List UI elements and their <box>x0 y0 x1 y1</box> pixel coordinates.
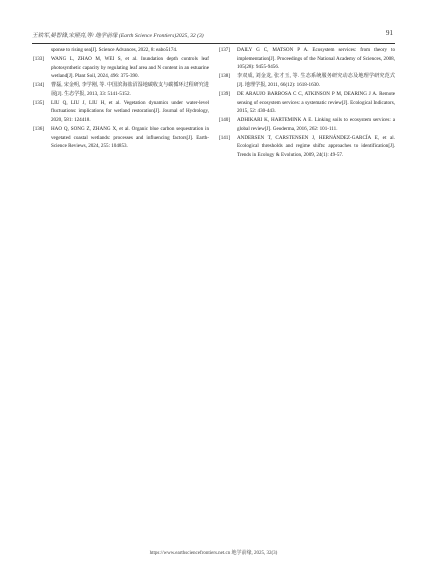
reference-item <box>33 125 209 151</box>
reference-item <box>33 55 209 81</box>
reference-item <box>33 99 209 125</box>
reference-text: 李双成, 刘金龙, 张才玉, 等. 生态系统服务研究动态及地理学研究范式[J]. 地理学报, 2011, 66(12): 1618-1630. <box>237 73 395 88</box>
reference-column-left <box>33 46 209 151</box>
reference-text: DAILY G C, MATSON P A. Ecosystem services: from theory to implementation[J]. Proceedings of the National Academy of Sciences, 2008, 105(28): 9455-9456. <box>237 47 395 71</box>
reference-label: [137] <box>219 47 231 53</box>
reference-text: DE ARAUJO BARBOSA C C, ATKINSON P M, DEARING J A. Remote sensing of ecosystem services: a systematic review[J]. Ecological Indicators, 2015, 52: 430-443. <box>237 90 395 115</box>
reference-label: [138] <box>219 73 231 80</box>
header-rule <box>32 43 395 44</box>
reference-item <box>219 134 395 160</box>
reference-item <box>219 72 395 89</box>
reference-text: LIU Q, LIU J, LIU H, et al. Vegetation dynamics under water-level fluctuations: implications for wetland restoration[J]. Journal of Hydrology, 2020, 581: 124418. <box>51 99 209 124</box>
reference-text: ADHIKARI K, HARTEMINK A E. Linking soils to ecosystem services: a global review[J]. Geoderma, 2016, 262: 101-111. <box>237 117 395 132</box>
reference-label: [135] <box>33 99 45 106</box>
reference-text: 曹磊, 宋金明, 李学刚, 等. 中国滨海盐沼湿地碳收支与碳循环过程研究进展[J]. 生态学报, 2013, 33: 5141-5152. <box>51 82 209 97</box>
reference-label: [140] <box>219 117 231 124</box>
page-header <box>32 28 395 42</box>
reference-label: [136] <box>33 126 45 133</box>
reference-text: ANDERSEN T, CARSTENSEN J, HERNÁNDEZ-GARCÍA E, et al. Ecological thresholds and regime shifts: approaches to identification[J]. Trends in Ecology & Evolution, 2009, 24(1): 49-57. <box>237 134 395 159</box>
reference-text: HAO Q, SONG Z, ZHANG X, et al. Organic blue carbon sequestration in vegetated coastal wetlands: processes and influencing factors[J]. Earth-Science Reviews, 2024, 255: 104853. <box>51 126 209 150</box>
reference-label: [134] <box>33 82 45 89</box>
reference-label: [133] <box>33 55 45 62</box>
reference-label: [141] <box>219 134 231 141</box>
running-head: 王铁军,晏智锋,宋照亮,等/ 地学前缘 (Earth Science Frontiers)2025, 32 (3) <box>32 33 204 39</box>
reference-item <box>219 116 395 133</box>
reference-item <box>33 81 209 98</box>
reference-text: WANG L, ZHAO M, WEI S, et al. Inundation depth controls leaf photosynthetic capacity by regulating leaf area and N content in an estuarine wetland[J]. Plant Soil, 2024, 496: 375-390. <box>51 55 209 80</box>
reference-item <box>219 90 395 116</box>
reference-item <box>219 46 395 72</box>
reference-text: sponse to rising sea[J]. Science Advances, 2022, 8: eabo5174. <box>51 47 178 53</box>
page-number: 91 <box>385 29 393 37</box>
page-footer: https://www.earthsciencefrontiers.net.cn 地学前缘, 2025, 32(3) <box>149 551 278 556</box>
reference-label: [139] <box>219 90 231 97</box>
reference-item <box>33 46 209 55</box>
reference-column-right <box>219 46 395 160</box>
